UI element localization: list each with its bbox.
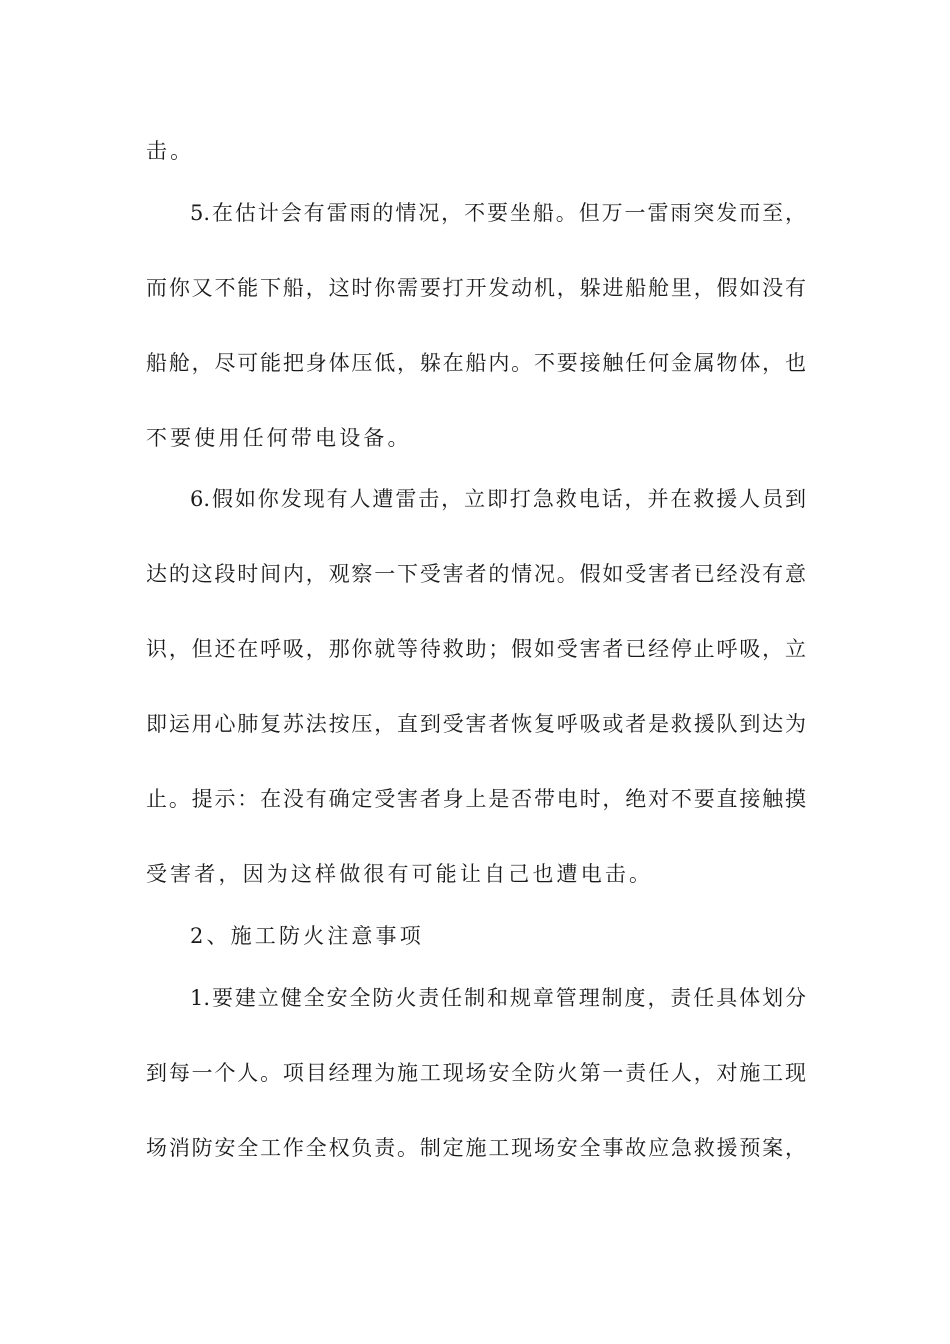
paragraph-line: 识，但还在呼吸，那你就等待救助；假如受害者已经停止呼吸，立 (146, 637, 806, 661)
section-heading: 2、施工防火注意事项 (190, 924, 424, 948)
paragraph-line: 不要使用任何带电设备。 (146, 426, 412, 450)
paragraph-line: 击。 (146, 139, 195, 163)
paragraph-line: 达的这段时间内，观察一下受害者的情况。假如受害者已经没有意 (146, 562, 806, 586)
paragraph-line: 到每一个人。项目经理为施工现场安全防火第一责任人，对施工现 (146, 1061, 806, 1085)
paragraph-line: 即运用心肺复苏法按压，直到受害者恢复呼吸或者是救援队到达为 (146, 712, 806, 736)
paragraph-line: 1.要建立健全安全防火责任制和规章管理制度，责任具体划分 (190, 986, 806, 1010)
paragraph-line: 5.在估计会有雷雨的情况，不要坐船。但万一雷雨突发而至， (190, 201, 806, 225)
paragraph-line: 船舱，尽可能把身体压低，躲在船内。不要接触任何金属物体，也 (146, 351, 806, 375)
paragraph-line: 止。提示：在没有确定受害者身上是否带电时，绝对不要直接触摸 (146, 787, 806, 811)
paragraph-line: 场消防安全工作全权负责。制定施工现场安全事故应急救援预案， (146, 1136, 806, 1160)
paragraph-line: 受害者，因为这样做很有可能让自己也遭电击。 (146, 862, 654, 886)
paragraph-line: 而你又不能下船，这时你需要打开发动机，躲进船舱里，假如没有 (146, 276, 806, 300)
paragraph-line: 6.假如你发现有人遭雷击，立即打急救电话，并在救援人员到 (190, 487, 806, 511)
